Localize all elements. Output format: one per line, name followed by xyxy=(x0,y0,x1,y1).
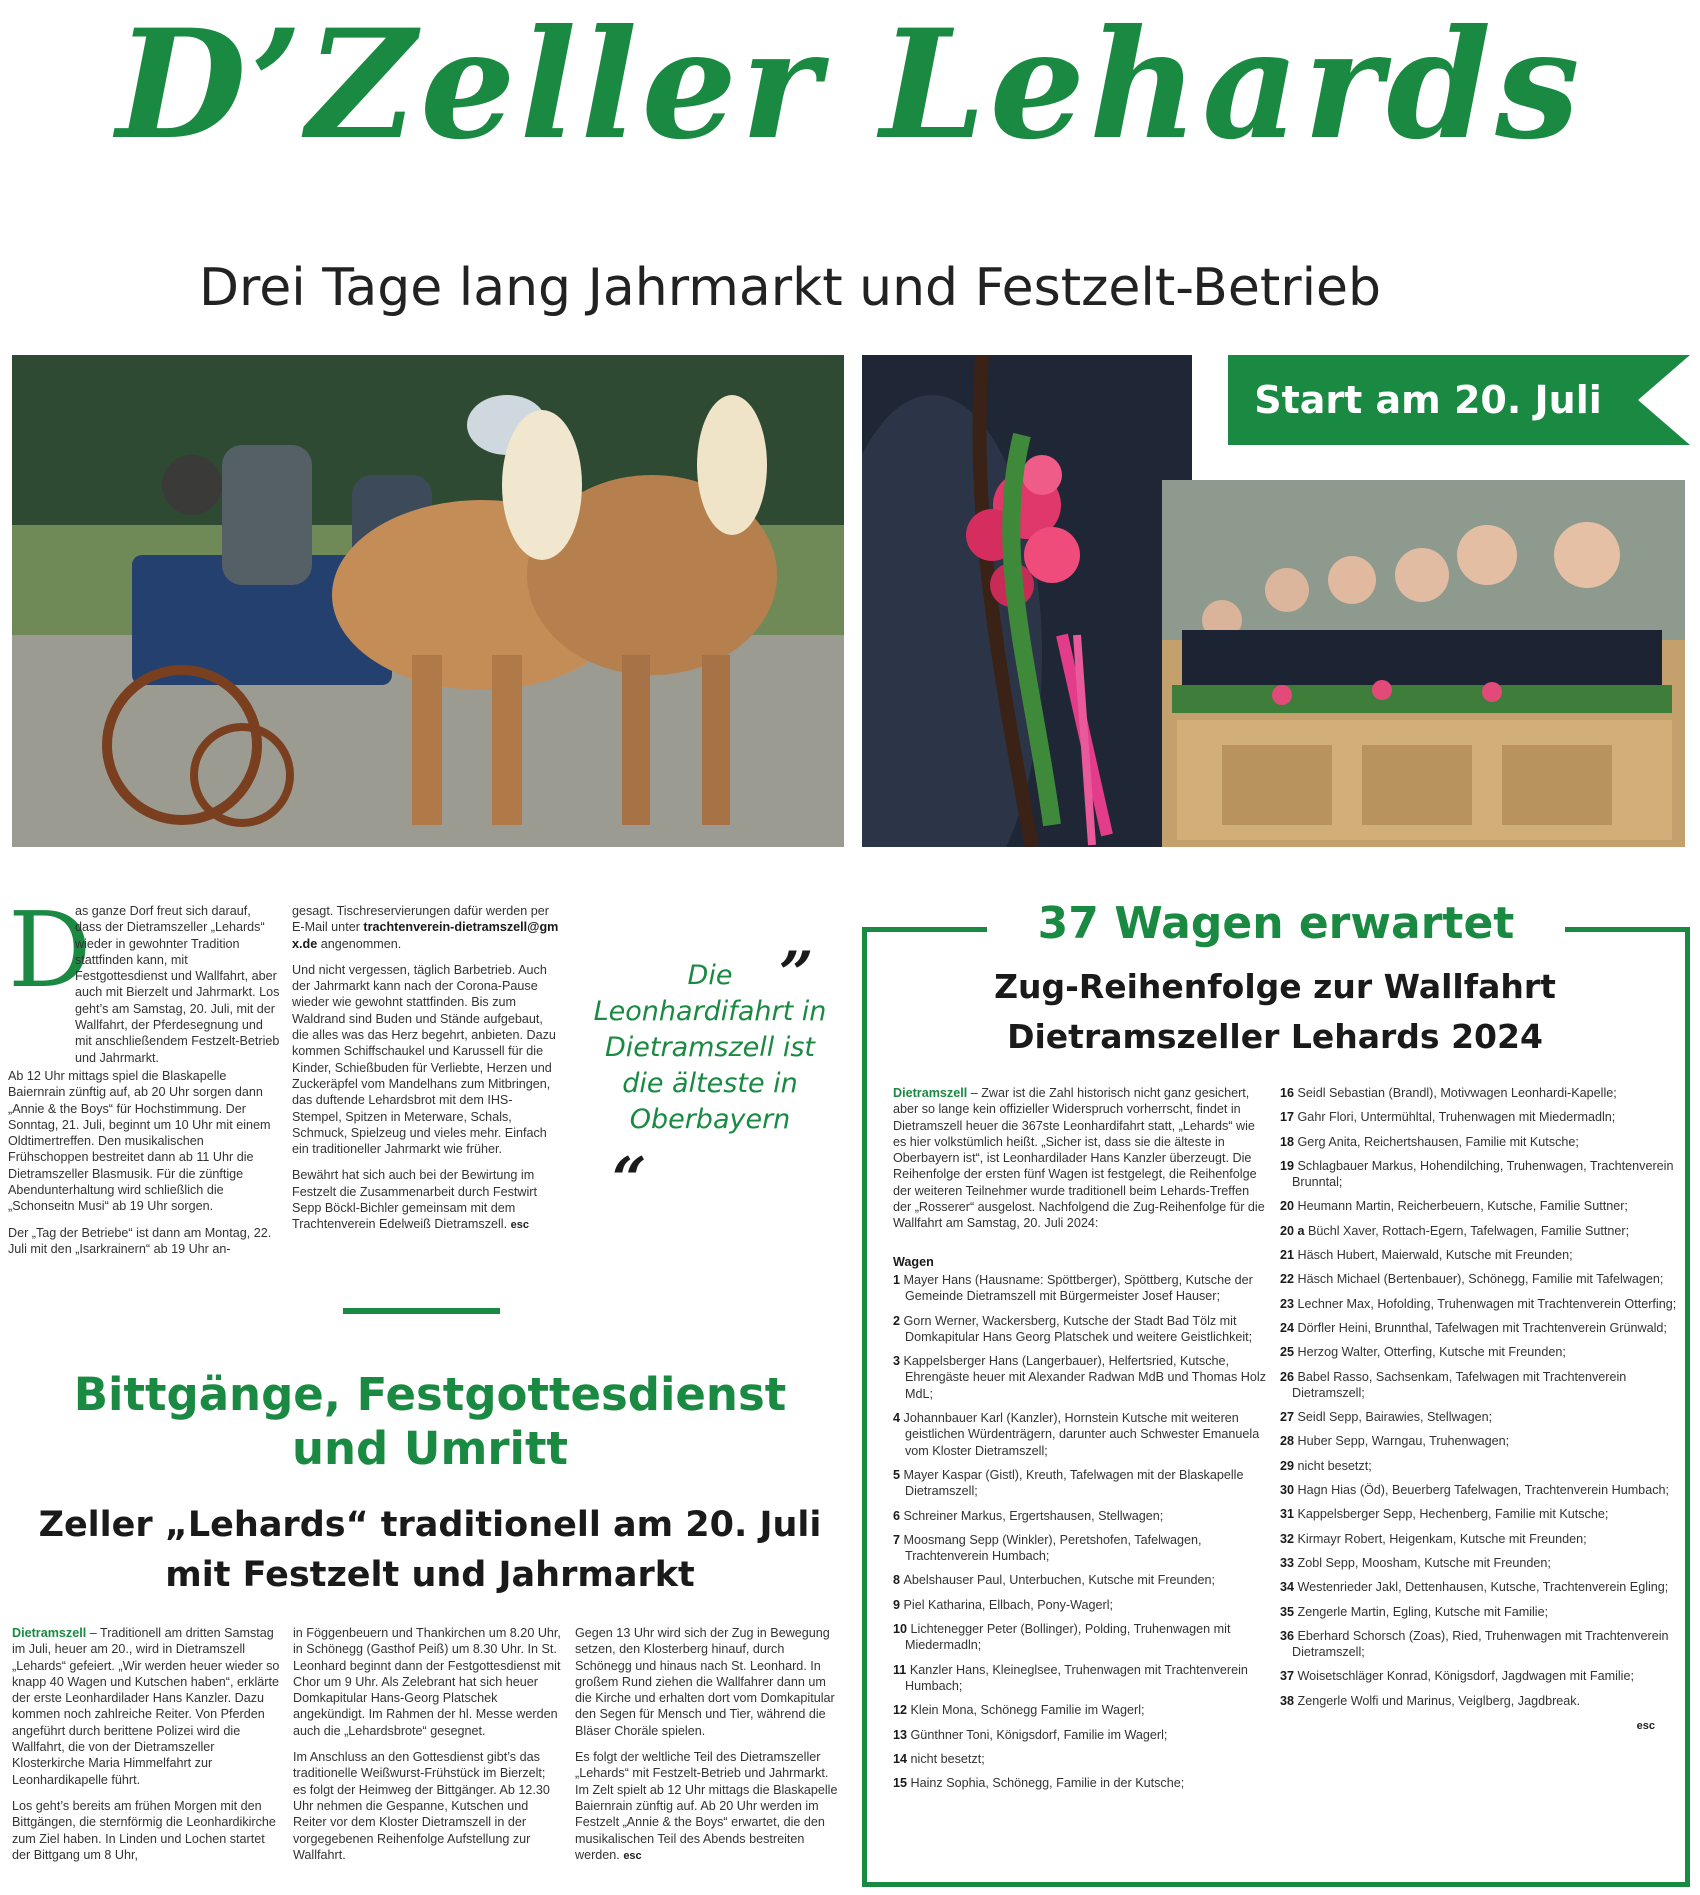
wagon-entry xyxy=(1280,1604,1680,1620)
banner-label: Start am 20. Juli xyxy=(1254,378,1602,422)
wagon-number: 24 xyxy=(1280,1320,1298,1335)
wagon-description: Klein Mona, Schönegg Familie im Wagerl; xyxy=(910,1703,1145,1718)
wagon-entry xyxy=(1280,1344,1680,1360)
wagon-number: 4 xyxy=(893,1411,904,1426)
article1-paragraph: Und nicht vergessen, täglich Barbetrieb. Auch der Jahrmarkt kann nach der Corona-Pause wieder wie gewohnt stattfinden. Bis zum Waldrand sind Buden und Stände aufgebaut, die alles was das Herz begehrt, anbieten. Dazu kommen Schiffschaukel und Karussell für die Kinder, Schießbuden für Verliebte, Herzen und Zuckeräpfel vom Mandelhans zum Mitbringen, das duftende Lehardsbrot mit dem IHS-Stempel, Spitzen in Meterware, Schals, Schmuck, Spielzeug und vieles mehr. Einfach ein traditioneller Jahrmarkt wie früher. xyxy=(292,962,556,1157)
wagon-entry xyxy=(1280,1247,1680,1263)
wagon-description: Moosmang Sepp (Winkler), Peretshofen, Tafelwagen, Trachtenverein Humbach; xyxy=(903,1532,1202,1564)
wagon-entry xyxy=(1280,1085,1680,1101)
wagon-description: Günthner Toni, Königsdorf, Familie im Wagerl; xyxy=(910,1727,1168,1742)
wagon-number: 34 xyxy=(1280,1580,1298,1595)
wagon-description: Huber Sepp, Warngau, Truhenwagen; xyxy=(1297,1434,1510,1449)
wagon-entry xyxy=(1280,1579,1680,1595)
wagon-entry xyxy=(1280,1628,1680,1661)
wagon-description: Lechner Max, Hofolding, Truhenwagen mit Trachtenverein Otterfing; xyxy=(1297,1296,1677,1311)
article1-text: angenommen. xyxy=(317,936,402,951)
box-intro xyxy=(893,1085,1268,1799)
wagon-description: Seidl Sebastian (Brandl), Motivwagen Leonhardi-Kapelle; xyxy=(1297,1086,1617,1100)
article2-col1 xyxy=(12,1625,280,1873)
article2-paragraph: Im Anschluss an den Gottesdienst gibt’s das traditionelle Weißwurst-Frühstück im Bierzelt; es folgt der Heimweg der Bittgänger. Ab 12.30 Uhr nehmen die Gespanne, Kutschen und Reiter vor dem Kloster Dietramszell in der vorgegebenen Reihenfolge Aufstellung zur Wallfahrt. xyxy=(293,1750,550,1862)
photo-horse-carriage xyxy=(12,355,844,847)
wagon-entry xyxy=(1280,1158,1680,1191)
photo-women-on-wagon xyxy=(1162,480,1685,847)
wagon-entry xyxy=(893,1467,1268,1500)
wagon-number: 11 xyxy=(893,1662,910,1677)
article1-text: gesagt. Tischreservierungen dafür werden per E-Mail unter xyxy=(292,904,549,935)
wagon-entry xyxy=(1280,1458,1680,1474)
wagon-entry xyxy=(893,1775,1268,1791)
wagon-description: Zobl Sepp, Moosham, Kutsche mit Freunden; xyxy=(1297,1555,1551,1570)
wagon-entry xyxy=(1280,1482,1680,1498)
wagon-number: 31 xyxy=(1280,1507,1298,1522)
wagon-entry xyxy=(1280,1369,1680,1402)
wagon-number: 1 xyxy=(893,1272,904,1287)
wagon-description: Gorn Werner, Wackersberg, Kutsche der Stadt Bad Tölz mit Domkapitular Hans Georg Platschek und weitere Geistlichkeit; xyxy=(903,1313,1253,1344)
wagon-number: 17 xyxy=(1280,1110,1298,1125)
wagon-number: 13 xyxy=(893,1727,911,1742)
wagon-number: 26 xyxy=(1280,1369,1298,1384)
photo-flower-bridle xyxy=(862,355,1192,847)
wagon-number: 18 xyxy=(1280,1134,1298,1149)
wagon-entry xyxy=(1280,1134,1680,1150)
section-divider xyxy=(343,1308,500,1314)
wagon-description: Schreiner Markus, Ergertshausen, Stellwagen; xyxy=(903,1508,1164,1523)
wagon-number: 19 xyxy=(1280,1158,1298,1173)
article1-col1-bottom xyxy=(8,1068,280,1267)
wagon-number: 37 xyxy=(1280,1669,1298,1684)
wagon-description: Westenrieder Jakl, Dettenhausen, Kutsche, Trachtenverein Egling; xyxy=(1297,1580,1669,1595)
wagon-number: 28 xyxy=(1280,1434,1298,1449)
article1-paragraph: as ganze Dorf freut sich darauf, dass der Dietramszeller „Lehards“ wieder in gewohnter Tradition stattfinden kann, mit Festgottesdienst und Wallfahrt, aber auch mit Bierzelt und Jahrmarkt. Los geht’s am Samstag, 20. Juli, mit der Wallfahrt, der Pferdesegnung und mit anschließendem Festzelt-Betrieb und Jahrmarkt. xyxy=(75,904,280,1065)
wagon-description: Kappelsberger Hans (Langerbauer), Helfertsried, Kutsche, Ehrengäste heuer mit Alexander Radwan MdB und Thomas Holz MdL; xyxy=(903,1354,1266,1401)
wagon-entry xyxy=(893,1410,1268,1459)
drop-cap: D xyxy=(8,889,92,1011)
wagon-description: Mayer Kaspar (Gistl), Kreuth, Tafelwagen mit der Blaskapelle Dietramszell; xyxy=(903,1467,1244,1499)
author-signature: esc xyxy=(623,1849,642,1862)
box-border-top-right xyxy=(1565,927,1690,932)
wagon-entry xyxy=(1280,1433,1680,1449)
wagon-number: 25 xyxy=(1280,1345,1298,1360)
wagon-number: 15 xyxy=(893,1776,911,1791)
wagon-description: Gahr Flori, Untermühltal, Truhenwagen mit Miedermadln; xyxy=(1297,1110,1616,1125)
wagon-number: 6 xyxy=(893,1508,904,1523)
wagon-entry xyxy=(1280,1409,1680,1425)
wagon-description: Hainz Sophia, Schönegg, Familie in der Kutsche; xyxy=(910,1776,1185,1791)
article2-paragraph: in Föggenbeuern und Thankirchen um 8.20 Uhr, in Schönegg (Gasthof Peiß) um 8.30 Uhr. In St. Leonhard beginnt dann der Festgottesdienst mit Chor um 9 Uhr. Als Zelebrant hat sich heuer Domkapitular Hans-Georg Platschek angekündigt. Im Rahmen der hl. Messe werden auch die „Lehardsbrote“ gesegnet. xyxy=(293,1626,561,1738)
quote-open-mark: „ xyxy=(780,905,815,975)
dateline: Dietramszell xyxy=(12,1626,87,1640)
box-right-col xyxy=(1280,1085,1680,1734)
wagon-number: 38 xyxy=(1280,1693,1298,1708)
wagon-number: 5 xyxy=(893,1467,904,1482)
article1-paragraph xyxy=(292,903,562,952)
wagon-description: Babel Rasso, Sachsenkam, Tafelwagen mit Trachtenverein Dietramszell; xyxy=(1292,1369,1627,1400)
wagon-number: 22 xyxy=(1280,1272,1298,1287)
wagon-number: 12 xyxy=(893,1703,911,1718)
wagon-description: Kanzler Hans, Kleineglsee, Truhenwagen mit Trachtenverein Humbach; xyxy=(905,1662,1248,1693)
article2-paragraph: Gegen 13 Uhr wird sich der Zug in Bewegung setzen, den Klosterberg hinauf, durch Schönegg und hinaus nach St. Leonhard. In großem Rund ziehen die Wallfahrer dann um die Kirche und erhalten dort vom Domkapitular den Segen für Mensch und Tier, während die Bläser Choräle spielen. xyxy=(575,1626,835,1738)
wagon-entry xyxy=(1280,1693,1680,1709)
wagon-description: Büchl Xaver, Rottach-Egern, Tafelwagen, Familie Suttner; xyxy=(1308,1223,1630,1238)
wagon-description: Häsch Hubert, Maierwald, Kutsche mit Freunden; xyxy=(1297,1248,1573,1263)
article1-paragraph: Ab 12 Uhr mittags spiel die Blaskapelle Baiernrain zünftig auf, ab 20 Uhr sorgen dann „Annie & the Boys“ für Hochstimmung. Der Sonntag, 21. Juli, beginnt um 10 Uhr mit einem Oldtimertreffen. Den musikalischen Frühschoppen bestreitet dann ab 11 Uhr die Dietramszeller Blasmusik. Für die zünftige Abendunterhaltung wird schließlich die „Schonseitn Musi“ ab 19 Uhr sorgen. xyxy=(8,1069,271,1214)
wagon-description: Zengerle Martin, Egling, Kutsche mit Familie; xyxy=(1297,1604,1549,1619)
wagon-number: 16 xyxy=(1280,1086,1298,1100)
wagon-description: nicht besetzt; xyxy=(910,1751,985,1766)
start-date-banner xyxy=(1228,355,1690,445)
box-title: 37 Wagen erwartet xyxy=(1037,898,1515,949)
wagon-entry xyxy=(893,1272,1268,1305)
wagon-entry xyxy=(1280,1555,1680,1571)
wagon-number: 27 xyxy=(1280,1410,1298,1425)
wagon-description: Mayer Hans (Hausname: Spöttberger), Spöttberg, Kutsche der Gemeinde Dietramszell mit Bürgermeister Josef Hauser; xyxy=(903,1272,1253,1304)
wagon-description: Woisetschläger Konrad, Königsdorf, Jagdwagen mit Familie; xyxy=(1297,1669,1634,1684)
pull-quote: Die Leonhardifahrt in Dietramszell ist die älteste in Oberbayern xyxy=(593,960,827,1135)
wagon-number: 2 xyxy=(893,1313,904,1328)
article1-col2 xyxy=(292,903,562,1244)
wagon-number: 35 xyxy=(1280,1604,1298,1619)
article1-text: Bewährt hat sich auch bei der Bewirtung im Festzelt die Zusammenarbeit durch Festwirt Sepp Böckl-Bichler gemeinsam mit dem Trachtenverein Edelweiß Dietramszell. xyxy=(292,1168,537,1232)
article2-text: – Traditionell am dritten Samstag im Juli, heuer am 20., wird in Dietramszell „Lehards“ gefeiert. „Wir werden heuer wieder so knapp 40 Wagen und Kutschen haben“, erklärte der erste Leonhardilader Hans Kanzler. Dazu kommen noch zahlreiche Reiter. Von Pferden angeführt durch berittene Polizei wird die Wallfahrt, die von der Dietramszeller Klosterkirche Maria Himmelfahrt zur Leonhardikapelle führt. xyxy=(12,1626,280,1787)
wagon-list-left xyxy=(893,1272,1268,1791)
article1-paragraph xyxy=(292,1167,562,1233)
article2-text: Es folgt der weltliche Teil des Dietramszeller „Lehards“ mit Festzelt-Betrieb und Jahrmarkt. Im Zelt spielt ab 12 Uhr mittags die Blaskapelle Baiernrain zünftig auf. Ab 20 Uhr werden im Festzelt „Annie & the Boys“ erwartet, die den musikalischen Teil des Abends bestreiten werden. xyxy=(575,1750,838,1862)
wagon-description: Heumann Martin, Reicherbeuern, Kutsche, Familie Suttner; xyxy=(1297,1199,1628,1214)
wagon-description: Dörfler Heini, Brunnthal, Tafelwagen mit Trachtenverein Grünwald; xyxy=(1297,1320,1667,1335)
wagon-number: 33 xyxy=(1280,1555,1298,1570)
wagon-description: Gerg Anita, Reichertshausen, Familie mit Kutsche; xyxy=(1297,1134,1579,1149)
wagon-number: 29 xyxy=(1280,1458,1298,1473)
quote-close-mark: “ xyxy=(612,1145,647,1215)
author-signature: esc xyxy=(1636,1720,1655,1733)
wagon-entry xyxy=(1280,1223,1680,1239)
wagon-description: Lichtenegger Peter (Bollinger), Polding, Truhenwagen mit Miedermadln; xyxy=(905,1622,1231,1653)
wagon-entry xyxy=(893,1532,1268,1565)
wagon-number: 36 xyxy=(1280,1628,1298,1643)
wagon-number: 7 xyxy=(893,1532,904,1547)
box-intro-text: – Zwar ist die Zahl historisch nicht ganz gesichert, aber so lange kein offizieller Widerspruch vorherrscht, findet in Dietramszell heuer die 367ste Leonhardifahrt statt, „Lehards“ wie es hier volkstümlich heißt. „Sicher ist, dass sie die älteste in Oberbayern ist“, ist Leonhardilader Hans Kanzler überzeugt. Die Reihenfolge der ersten fünf Wagen ist festgelegt, die Reihenfolge der weiteren Teilnehmer wurde traditionell beim Lehards-Treffen der „Rosserer“ ausgelost. Nachfolgend die Zug-Reihenfolge für die Wallfahrt am Samstag, 20. Juli 2024: xyxy=(893,1086,1265,1231)
article2-paragraph: Los geht’s bereits am frühen Morgen mit den Bittgängen, die sternförmig die Leonhardikirche zum Ziel haben. In Linden und Lochen startet der Bittgang um 8 Uhr, xyxy=(12,1798,276,1862)
wagon-entry xyxy=(893,1597,1268,1613)
wagon-entry xyxy=(893,1662,1268,1695)
wagon-description: Piel Katharina, Ellbach, Pony-Wagerl; xyxy=(903,1597,1114,1612)
wagon-number: 23 xyxy=(1280,1296,1298,1311)
article2-col3 xyxy=(575,1625,843,1874)
wagon-entry xyxy=(1280,1198,1680,1214)
article2-subheadline: Zeller „Lehards“ traditionell am 20. Juli mit Festzelt und Jahrmarkt xyxy=(38,1505,822,1595)
wagon-entry xyxy=(893,1353,1268,1402)
wagon-entry xyxy=(893,1702,1268,1718)
masthead-title: D’Zeller Lehards xyxy=(116,0,1584,173)
author-signature: esc xyxy=(510,1219,529,1232)
wagon-description: nicht besetzt; xyxy=(1297,1458,1372,1473)
wagon-list-right xyxy=(1280,1085,1680,1709)
wagon-description: Häsch Michael (Bertenbauer), Schönegg, Familie mit Tafelwagen; xyxy=(1297,1272,1664,1287)
wagon-description: Herzog Walter, Otterfing, Kutsche mit Freunden; xyxy=(1297,1345,1566,1360)
wagon-description: Schlagbauer Markus, Hohendilching, Truhenwagen, Trachtenverein Brunntal; xyxy=(1292,1158,1674,1190)
wagon-number: 20 xyxy=(1280,1199,1298,1214)
wagon-number: 10 xyxy=(893,1622,911,1637)
email-link[interactable]: trachtenverein-dietramszell@gmx.de xyxy=(292,920,559,951)
article1-paragraph: Der „Tag der Betriebe“ ist dann am Montag, 22. Juli mit den „Isarkrainern“ ab 19 Uhr an- xyxy=(8,1225,272,1256)
box-border-top-left xyxy=(862,927,987,932)
wagon-description: Johannbauer Karl (Kanzler), Hornstein Kutsche mit weiteren geistlichen Würdenträgern, darunter auch Schwester Emanuela vom Kloster Dietramszell; xyxy=(903,1411,1260,1458)
wagon-entry xyxy=(893,1727,1268,1743)
masthead-subtitle: Drei Tage lang Jahrmarkt und Festzelt-Betrieb xyxy=(198,258,1382,318)
box-intro-paragraph xyxy=(893,1085,1268,1232)
wagon-entry xyxy=(1280,1271,1680,1287)
wagon-entry xyxy=(893,1508,1268,1524)
article2-paragraph xyxy=(575,1749,843,1864)
article2-col2 xyxy=(293,1625,561,1873)
wagon-number: 30 xyxy=(1280,1483,1298,1498)
wagon-description: Hagn Hias (Öd), Beuerberg Tafelwagen, Trachtenverein Humbach; xyxy=(1297,1483,1669,1498)
article2-headline: Bittgänge, Festgottesdienst und Umritt xyxy=(73,1368,787,1475)
box-subtitle: Zug-Reihenfolge zur Wallfahrt Dietramszeller Lehards 2024 xyxy=(994,967,1556,1056)
wagon-entry xyxy=(1280,1668,1680,1684)
wagon-description: Kappelsberger Sepp, Hechenberg, Familie mit Kutsche; xyxy=(1297,1507,1609,1522)
wagon-number: 21 xyxy=(1280,1248,1298,1263)
wagon-number: 9 xyxy=(893,1597,904,1612)
wagon-entry xyxy=(893,1572,1268,1588)
wagon-entry xyxy=(1280,1531,1680,1547)
wagon-entry xyxy=(1280,1296,1680,1312)
wagon-entry xyxy=(893,1751,1268,1767)
wagon-number: 3 xyxy=(893,1354,904,1369)
wagon-description: Seidl Sepp, Bairawies, Stellwagen; xyxy=(1297,1410,1493,1425)
dateline: Dietramszell xyxy=(893,1086,968,1100)
wagon-number: 32 xyxy=(1280,1531,1298,1546)
wagen-label: Wagen xyxy=(893,1254,934,1269)
wagon-entry xyxy=(1280,1506,1680,1522)
wagon-number: 14 xyxy=(893,1751,911,1766)
wagon-number: 8 xyxy=(893,1573,904,1588)
wagon-description: Zengerle Wolfi und Marinus, Veiglberg, Jagdbreak. xyxy=(1297,1693,1581,1708)
wagon-number: 20 a xyxy=(1280,1223,1309,1238)
wagon-entry xyxy=(1280,1320,1680,1336)
article2-paragraph xyxy=(12,1625,280,1788)
wagon-description: Kirmayr Robert, Heigenkam, Kutsche mit Freunden; xyxy=(1297,1531,1587,1546)
wagon-entry xyxy=(1280,1109,1680,1125)
wagon-entry xyxy=(893,1313,1268,1346)
wagon-entry xyxy=(893,1621,1268,1654)
article1-col1-top xyxy=(75,903,280,1076)
wagon-description: Abelshauser Paul, Unterbuchen, Kutsche mit Freunden; xyxy=(903,1573,1216,1588)
wagon-description: Eberhard Schorsch (Zoas), Ried, Truhenwagen mit Trachtenverein Dietramszell; xyxy=(1292,1628,1669,1660)
